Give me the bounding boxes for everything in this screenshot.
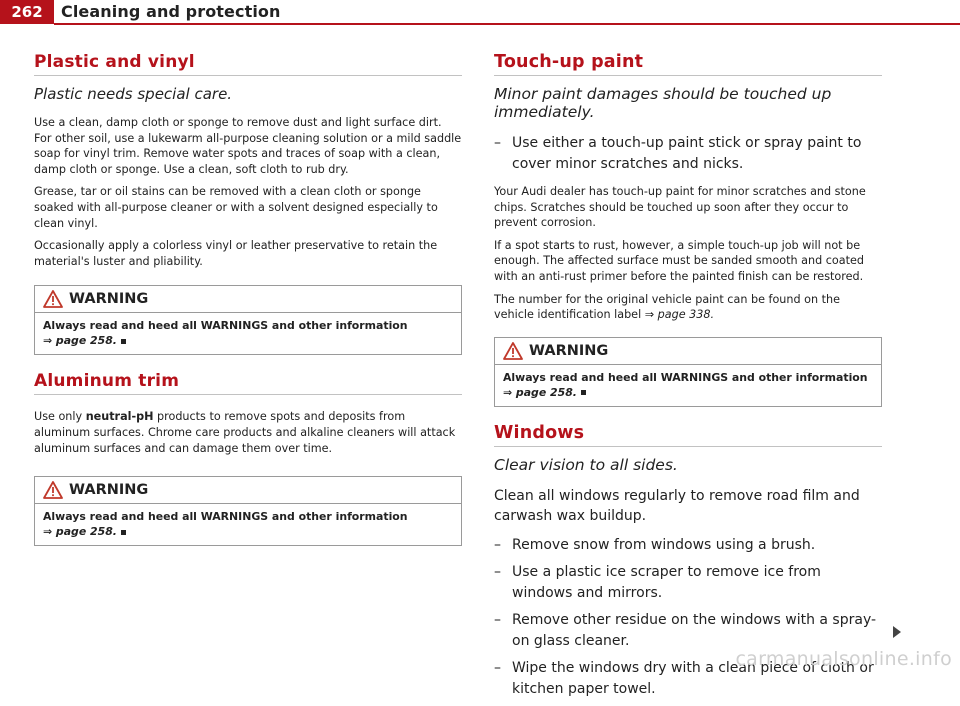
warning-text: Always read and heed all WARNINGS and other information bbox=[43, 319, 408, 333]
running-title: Cleaning and protection bbox=[61, 2, 281, 21]
label-text: The number for the original vehicle paint can be found on the vehicle identification label bbox=[494, 292, 840, 322]
warning-header bbox=[35, 477, 461, 504]
warning-text: Always read and heed all WARNINGS and other information bbox=[43, 510, 408, 524]
watermark: carmanualsonline.info bbox=[735, 648, 952, 670]
page-reference-link[interactable]: ⇒ page 258. bbox=[503, 385, 577, 399]
warning-body bbox=[35, 313, 461, 354]
step-text: Wipe the windows dry with a clean piece of cloth or kitchen paper towel. bbox=[512, 660, 874, 697]
step-item bbox=[494, 133, 882, 174]
continue-arrow-icon bbox=[893, 626, 901, 638]
end-marker bbox=[581, 390, 586, 395]
warning-label: WARNING bbox=[529, 342, 609, 359]
paragraph-windows-intro: Clean all windows regularly to remove road film and carwash wax buildup. bbox=[494, 487, 860, 525]
end-marker bbox=[121, 339, 126, 344]
paragraph: Occasionally apply a colorless vinyl or leather preservative to retain the material's luster and pliability. bbox=[34, 239, 438, 268]
paragraph: If a spot starts to rust, however, a simple touch-up job will not be enough. The affected surface must be sanded smooth and coated with an anti-rust primer before the painted finish can be restored. bbox=[494, 238, 864, 283]
step-item bbox=[494, 610, 882, 651]
page-reference-link[interactable]: ⇒ page 258. bbox=[43, 334, 117, 348]
warning-body bbox=[495, 365, 881, 406]
section-lead-plastic: Plastic needs special care. bbox=[34, 85, 233, 103]
warning-box-touchup bbox=[494, 337, 882, 407]
section-title-plastic: Plastic and vinyl bbox=[34, 52, 462, 76]
warning-triangle-icon bbox=[503, 342, 523, 360]
page-reference-link[interactable]: ⇒ page 338. bbox=[644, 308, 715, 322]
paragraph: Your Audi dealer has touch-up paint for minor scratches and stone chips. Scratches should be touched up soon after they occur to prevent corrosion. bbox=[494, 185, 866, 230]
warning-label: WARNING bbox=[69, 482, 149, 499]
step-dash: – bbox=[494, 660, 501, 677]
warning-header bbox=[35, 286, 461, 313]
page-number-badge: 262 bbox=[0, 0, 54, 24]
page-reference-link[interactable]: ⇒ page 258. bbox=[43, 525, 117, 539]
warning-box-plastic bbox=[34, 285, 462, 355]
aluminum-text-before: Use only bbox=[34, 410, 86, 424]
step-text: Remove other residue on the windows with a spray-on glass cleaner. bbox=[512, 612, 877, 649]
warning-label: WARNING bbox=[69, 291, 149, 308]
end-marker bbox=[121, 530, 126, 535]
header-rule bbox=[54, 23, 960, 25]
step-text: Remove snow from windows using a brush. bbox=[512, 536, 816, 553]
paragraph: Use a clean, damp cloth or sponge to remove dust and light surface dirt. For other soil, use a lukewarm all-purpose cleaning solution or a mild saddle soap for vinyl trim. Remove water spots and traces of soap with a clean, damp cloth or sponge. Use a clean, soft cloth to rub dry. bbox=[34, 116, 462, 176]
aluminum-text-bold: neutral-pH bbox=[85, 410, 154, 424]
warning-triangle-icon bbox=[43, 290, 63, 308]
warning-text: Always read and heed all WARNINGS and other information bbox=[503, 370, 868, 384]
section-title-windows: Windows bbox=[494, 423, 882, 447]
left-column bbox=[34, 52, 462, 562]
section-lead-windows: Clear vision to all sides. bbox=[494, 455, 678, 474]
step-dash: – bbox=[494, 564, 501, 581]
paragraph-label-ref bbox=[494, 292, 882, 323]
step-dash: – bbox=[494, 612, 501, 629]
paragraph-aluminum bbox=[34, 409, 462, 456]
warning-body bbox=[35, 504, 461, 545]
warning-triangle-icon bbox=[43, 481, 63, 499]
section-title-aluminum: Aluminum trim bbox=[34, 371, 462, 395]
step-dash: – bbox=[494, 536, 501, 553]
warning-box-aluminum bbox=[34, 476, 462, 546]
section-lead-touchup: Minor paint damages should be touched up immediately. bbox=[494, 85, 832, 121]
aluminum-text-after: products to remove spots and deposits from aluminum surfaces. Chrome care products and alkaline cleaners will attack aluminum surfaces and can damage them over time. bbox=[34, 410, 456, 455]
paragraph: Grease, tar or oil stains can be removed with a clean cloth or sponge soaked with all-purpose cleaner or with a solvent designed especially to clean vinyl. bbox=[34, 185, 438, 230]
warning-header bbox=[495, 338, 881, 365]
step-item bbox=[494, 562, 882, 603]
step-text: Use a plastic ice scraper to remove ice from windows and mirrors. bbox=[512, 564, 821, 601]
step-dash: – bbox=[494, 135, 501, 151]
right-column bbox=[494, 52, 882, 706]
step-text: Use either a touch-up paint stick or spray paint to cover minor scratches and nicks. bbox=[512, 135, 862, 172]
section-title-touchup: Touch-up paint bbox=[494, 52, 882, 76]
step-item bbox=[494, 535, 882, 556]
